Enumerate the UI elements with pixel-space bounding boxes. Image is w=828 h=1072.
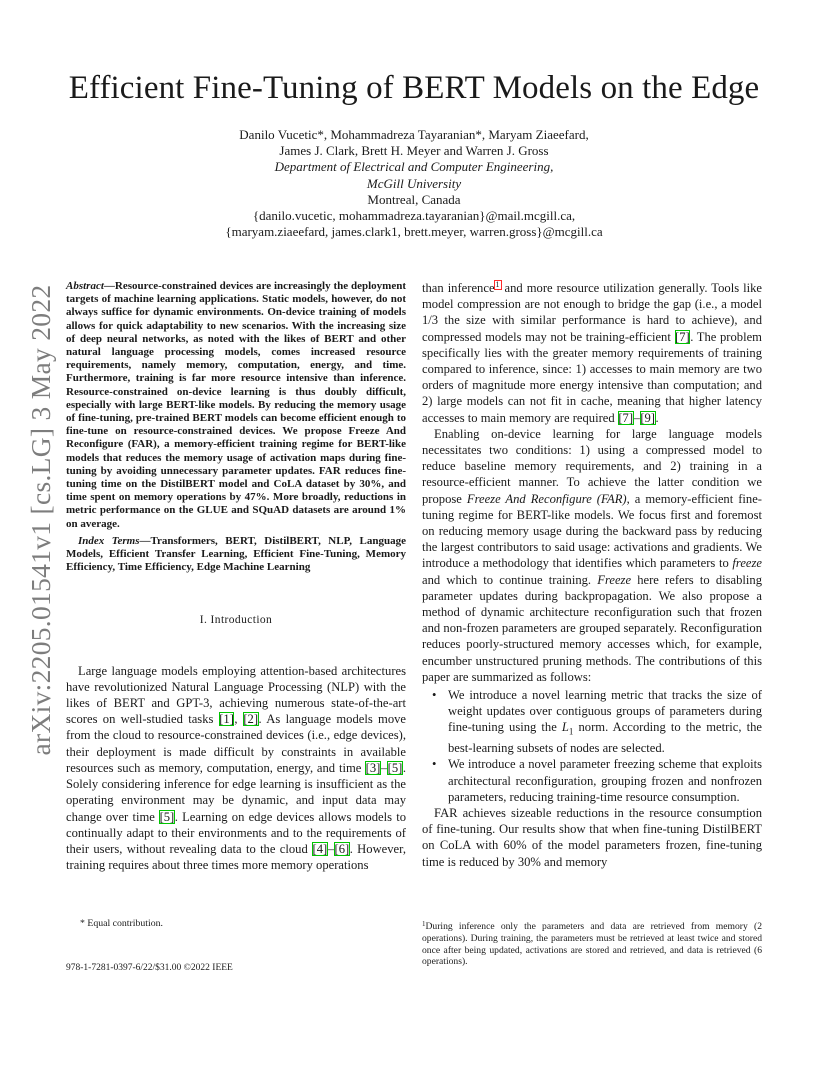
citation-link[interactable]: [7] xyxy=(675,329,690,344)
author-emails-line-1: {danilo.vucetic, mohammadreza.tayaranian}@mail.mcgill.ca, xyxy=(252,208,576,224)
text-run: , a memory-efficient fine-tuning regime for BERT-like models. We focus first and foremost on reducing memory usage during the backward pass by reducing the largest contributors to said usage: activations and gradients. We introduce a methodology that identifies which parameters to xyxy=(422,491,762,571)
text-run: . Learning on edge devices allows models to continually adapt to their environments and to the requirements of their users, without revealing data to the cloud xyxy=(66,809,407,856)
author-names-line-1: Danilo Vucetic*, Mohammadreza Tayaranian*, Maryam Ziaeefard, xyxy=(239,127,589,142)
affiliation-location: Montreal, Canada xyxy=(367,191,461,207)
text-run: We introduce a novel parameter freezing scheme that exploits architectural reconfiguration, grouping frozen and nonfrozen parameters, reducing training-time resource consumption. xyxy=(448,757,762,804)
text-run: Enabling on-device learning for large language models necessitates two conditions: 1) using a compressed model to reduce baseline memory requirements, and 2) training in a resource-efficient manner. To achieve the latter condition we propose xyxy=(422,426,762,506)
intro-paragraph-2 xyxy=(422,280,762,426)
footnote-equal-contribution xyxy=(66,918,406,930)
text-run: – xyxy=(633,410,640,425)
citation-link[interactable]: [7] xyxy=(618,410,634,425)
left-column xyxy=(66,280,406,873)
author-block xyxy=(0,127,828,240)
contributions-list xyxy=(422,687,762,805)
index-terms-text: —Transformers, BERT, DistilBERT, NLP, Language Models, Efficient Transfer Learning, Efficient Fine-Tuning, Memory Efficiency, Time Efficiency, Edge Machine Learning xyxy=(66,534,406,574)
abstract-text: —Resource-constrained devices are increasingly the deployment targets of machine learning applications. Static models, however, do not always suffice for dynamic environments. On-device training of models allows for quick adaptability to new scenarios. With the increasing size of deep neural networks, as noted with the likes of BERT and other natural language processing models, comes increased resource requirements, namely memory, computation, energy, and time. Furthermore, training is far more resource intensive than inference. Resource-constrained on-device learning is thus doubly difficult, especially with large BERT-like models. By reducing the memory usage of fine-tuning, pre-trained BERT models can become efficient enough to fine-tune on resource-constrained devices. We propose Freeze And Reconfigure (FAR), a memory-efficient training regime for BERT-like models that reduces the memory usage of activation maps during fine-tuning by avoiding unnecessary parameter updates. FAR reduces fine-tuning time on the DistilBERT model and CoLA dataset by 30%, and time spent on memory operations by 47%. More broadly, reductions in metric performance on the GLUE and SQuAD datasets are around 1% on average. xyxy=(66,280,406,530)
bullet-icon: • xyxy=(432,757,437,772)
text-run: than inference xyxy=(422,281,495,295)
italic-term: freeze xyxy=(732,556,762,571)
intro-paragraph-1 xyxy=(66,663,406,874)
affiliation-university: McGill University xyxy=(366,175,462,191)
text-run: and more resource utilization generally. Tools like model compression are not enough to bridge the gap (i.e., a model 1/3 the size with similar performance is hard to achieve), and compressed models may not be training-efficient xyxy=(422,281,762,344)
author-names-line-2: James J. Clark, Brett H. Meyer and Warren J. Gross xyxy=(279,143,549,159)
math-subscript: 1 xyxy=(568,727,574,737)
text-run: here refers to disabling parameter updates during backpropagation. We also propose a method of dynamic architecture reconfiguration such that frozen and non-frozen parameters are grouped separately. Reconfiguration reduces poorly-structured memory accesses which, for example, encumber unstructured pruning methods. The contributions of this paper are summarized as follows: xyxy=(422,572,762,684)
citation-link[interactable]: [6] xyxy=(334,841,350,856)
citation-link[interactable]: [9] xyxy=(640,410,655,425)
text-run: . The problem specifically lies with the greater memory requirements of training compared to inference, since: 1) accesses to main memory are two orders of magnitude more energy intensive than computation; and 2) large models can not fit in cache, meaning that higher latency accesses to main memory are required xyxy=(422,329,762,425)
citation-link[interactable]: [5] xyxy=(159,809,175,824)
text-run: . As language models move from the cloud to resource-constrained devices (i.e., edge devices), their deployment is made difficult by constraints in available resources such as memory, computation, energy, and time xyxy=(66,712,407,775)
abstract-lead: Abstract xyxy=(66,280,104,292)
intro-paragraph-4: FAR achieves sizeable reductions in the resource consumption of fine-tuning. Our results show that when fine-tuning DistilBERT on CoLA with 60% of the model parameters frozen, fine-tuning time is reduced by 30% and memory xyxy=(422,806,762,869)
section-heading-introduction: I. Introduction xyxy=(199,614,273,627)
math-symbol: L xyxy=(561,720,569,735)
index-terms xyxy=(66,535,406,575)
citation-link[interactable]: [4] xyxy=(312,841,328,856)
text-run: , xyxy=(234,712,243,727)
italic-term: Freeze And Reconfigure (FAR) xyxy=(466,491,627,506)
right-column xyxy=(422,280,762,870)
isbn-copyright: 978-1-7281-0397-6/22/$31.00 ©2022 IEEE xyxy=(66,963,233,973)
text-run: – xyxy=(327,841,335,856)
text-run: and which to continue training. xyxy=(422,572,598,587)
footnote-1 xyxy=(422,919,762,968)
text-run: . However, training requires about three times more memory operations xyxy=(66,841,406,873)
affiliation-department: Department of Electrical and Computer Engineering, xyxy=(274,159,554,175)
text-run: Large language models employing attention-based architectures have revolutionized Natural Language Processing (NLP) with the likes of BERT and GPT-3, achieving numerous state-of-the-art scores on well-studied tasks xyxy=(66,663,406,727)
citation-link[interactable]: [2] xyxy=(243,712,259,727)
footnote-text: During inference only the parameters and data are retrieved from memory (2 operations). During training, the parameters must be retrieved at least twice and stored once after being updated, activations are stored and retrieved, and data is retrieved (6 operations). xyxy=(422,921,762,968)
text-run: We introduce a novel learning metric that tracks the size of weight updates over contiguous groups of parameters during fine-tuning using the xyxy=(448,688,762,735)
text-run: norm. According to the metric, the best-learning subsets of nodes are selected. xyxy=(448,720,762,756)
footnote-text: * Equal contribution. xyxy=(80,918,163,929)
footnote-link[interactable]: 1 xyxy=(495,280,500,289)
index-terms-lead: Index Terms xyxy=(78,534,140,547)
paper-title: Efficient Fine-Tuning of BERT Models on the Edge xyxy=(68,70,760,106)
citation-link[interactable]: [1] xyxy=(219,712,234,727)
bullet-icon: • xyxy=(432,688,437,703)
text-run: . Solely considering inference for edge learning is insufficient as the operating environment may be dynamic, and input data may change over time xyxy=(66,760,406,824)
citation-link[interactable]: [3] xyxy=(365,760,381,775)
author-emails-line-2: {maryam.ziaeefard, james.clark1, brett.meyer, warren.gross}@mcgill.ca xyxy=(225,224,603,240)
contribution-item-2 xyxy=(432,756,762,805)
citation-link[interactable]: [5] xyxy=(387,760,403,775)
arxiv-sidebar-stamp xyxy=(16,285,66,755)
text-run: – xyxy=(380,760,388,775)
italic-term: Freeze xyxy=(597,572,632,587)
abstract xyxy=(66,280,406,531)
contribution-item-1 xyxy=(432,687,762,756)
arxiv-identifier: arXiv:2205.01541v1 [cs.LG] 3 May 2022 xyxy=(25,284,56,756)
intro-paragraph-3 xyxy=(422,426,762,685)
footnote-number: 1 xyxy=(422,920,426,928)
text-run: . xyxy=(655,410,659,425)
